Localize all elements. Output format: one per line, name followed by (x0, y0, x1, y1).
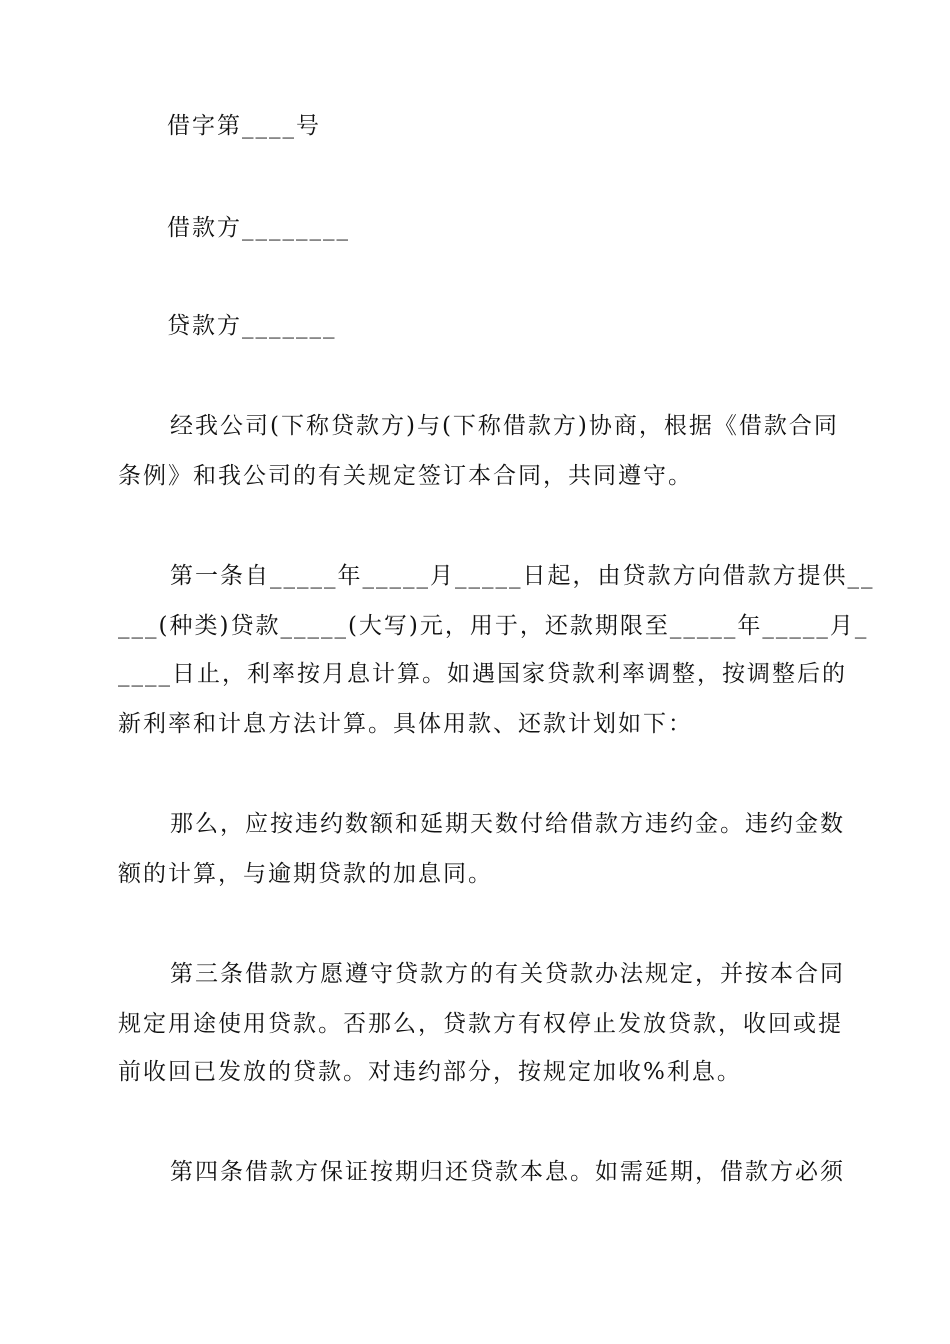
penalty-line-1: 那么，应按违约数额和延期天数付给借款方违约金。违约金数 (170, 811, 845, 837)
article3-line-1: 第三条借款方愿遵守贷款方的有关贷款办法规定，并按本合同 (170, 961, 845, 987)
article1-line-3: ____日止，利率按月息计算。如遇国家贷款利率调整，按调整后的 (118, 661, 847, 687)
article3-line-3: 前收回已发放的贷款。对违约部分，按规定加收%利息。 (118, 1059, 742, 1085)
lender-line: 贷款方_______ (167, 313, 337, 339)
article1-line-4: 新利率和计息方法计算。具体用款、还款计划如下： (118, 711, 693, 737)
article4-line-1: 第四条借款方保证按期归还贷款本息。如需延期，借款方必须 (170, 1159, 845, 1185)
article1-line-1: 第一条自_____年_____月_____日起，由贷款方向借款方提供__ (170, 563, 875, 589)
intro-line-2: 条例》和我公司的有关规定签订本合同，共同遵守。 (118, 463, 693, 489)
article3-line-2: 规定用途使用贷款。否那么，贷款方有权停止发放贷款，收回或提 (118, 1011, 843, 1037)
penalty-line-2: 额的计算，与逾期贷款的加息同。 (118, 861, 493, 887)
borrower-line: 借款方________ (167, 215, 350, 241)
article1-line-2: ___(种类)贷款_____(大写)元，用于，还款期限至_____年_____月_ (118, 613, 869, 639)
doc-number: 借字第____号 (167, 113, 321, 139)
intro-line-1: 经我公司(下称贷款方)与(下称借款方)协商，根据《借款合同 (170, 413, 839, 439)
